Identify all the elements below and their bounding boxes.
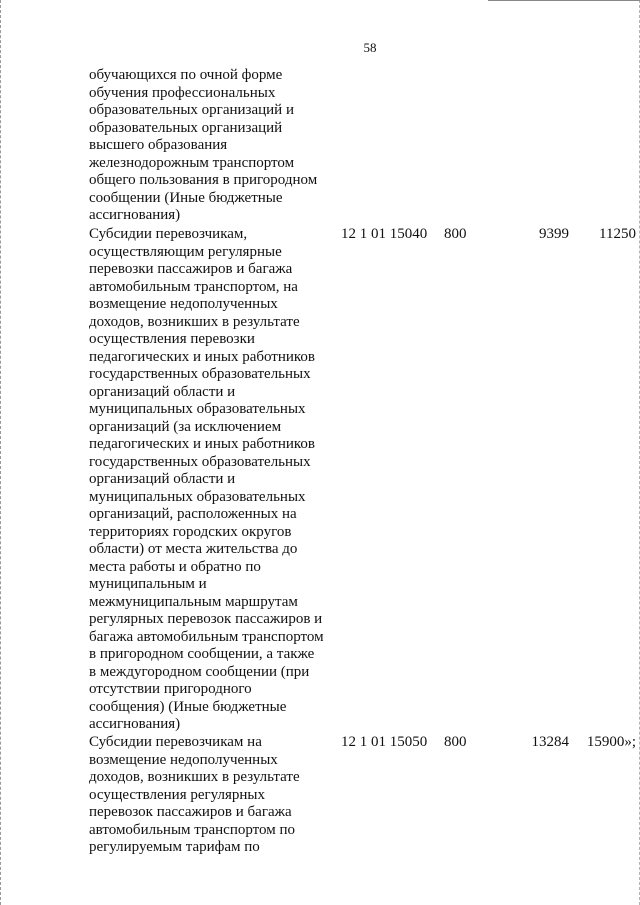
- text-line: возмещение недополученных: [89, 751, 278, 768]
- text-line: Субсидии перевозчикам,: [89, 226, 248, 242]
- scan-edge-right: [636, 0, 640, 905]
- scan-edge-left: [0, 0, 5, 905]
- row-description: [89, 67, 339, 225]
- text-line: высшего образования: [89, 137, 228, 153]
- text-line: регулируемым тарифам по: [89, 839, 260, 855]
- target-article-code: 12 1 01 15040: [341, 226, 428, 242]
- text-line: межмуниципальным маршрутам: [89, 593, 298, 610]
- text-line: педагогических и иных работников: [89, 348, 316, 365]
- expense-type-code: 800: [444, 734, 467, 750]
- text-line: отсутствии пригородного: [89, 681, 252, 697]
- text-line: организаций области и: [89, 471, 236, 487]
- text-line: Субсидии перевозчикам на: [89, 734, 262, 750]
- text-line: общего пользования в пригородном: [89, 172, 318, 188]
- text-line: сообщении (Иные бюджетные: [89, 189, 283, 206]
- text-line: возмещение недополученных: [89, 296, 278, 312]
- amount-year-1: 13284: [531, 734, 569, 750]
- text-line: доходов, возникших в результате: [89, 313, 300, 330]
- text-line: осуществляющим регулярные: [89, 243, 282, 260]
- amount-year-2: 15900»;: [586, 734, 636, 750]
- row-description: [89, 226, 339, 734]
- amount-year-2: 11250: [599, 226, 636, 242]
- text-line: государственных образовательных: [89, 453, 311, 470]
- text-line: образовательных организаций и: [89, 102, 294, 118]
- text-line: перевозки пассажиров и багажа: [89, 261, 293, 277]
- text-line: территориях городских округов: [89, 523, 292, 540]
- expense-type-code: 800: [444, 226, 467, 242]
- text-line: организаций (за исключением: [89, 418, 282, 435]
- text-line: железнодорожным транспортом: [89, 154, 295, 171]
- target-article-code: 12 1 01 15050: [341, 734, 428, 750]
- text-line: в междугородном сообщении (при: [89, 663, 310, 680]
- amount-year-1: 9399: [539, 226, 569, 242]
- text-line: багажа автомобильным транспортом: [89, 628, 324, 645]
- text-line: сообщения) (Иные бюджетные: [89, 698, 287, 715]
- text-line: перевозок пассажиров и багажа: [89, 804, 292, 820]
- text-line: педагогических и иных работников: [89, 436, 316, 452]
- text-line: области) от места жительства до: [89, 541, 298, 557]
- text-line: организаций, расположенных на: [89, 506, 297, 522]
- text-line: государственных образовательных: [89, 366, 311, 382]
- text-line: ассигнования): [89, 716, 181, 732]
- text-line: автомобильным транспортом по: [89, 821, 296, 838]
- text-line: в пригородном сообщении, а также: [89, 646, 315, 662]
- text-line: обучающихся по очной форме: [89, 67, 283, 83]
- text-line: организаций области и: [89, 383, 236, 400]
- text-line: образовательных организаций: [89, 119, 283, 136]
- text-line: места работы и обратно по: [89, 558, 261, 575]
- text-line: муниципальных образовательных: [89, 488, 306, 505]
- scan-edge-top: [488, 0, 640, 3]
- text-line: муниципальным и: [89, 576, 207, 592]
- text-line: автомобильным транспортом, на: [89, 278, 298, 295]
- text-line: ассигнования): [89, 207, 181, 223]
- page-number: 58: [363, 40, 377, 55]
- text-line: обучения профессиональных: [89, 84, 276, 101]
- text-line: доходов, возникших в результате: [89, 769, 300, 785]
- text-line: осуществления регулярных: [89, 786, 266, 803]
- text-line: муниципальных образовательных: [89, 401, 306, 417]
- text-line: осуществления перевозки: [89, 331, 255, 347]
- row-description: [89, 734, 339, 857]
- text-line: регулярных перевозок пассажиров и: [89, 611, 323, 627]
